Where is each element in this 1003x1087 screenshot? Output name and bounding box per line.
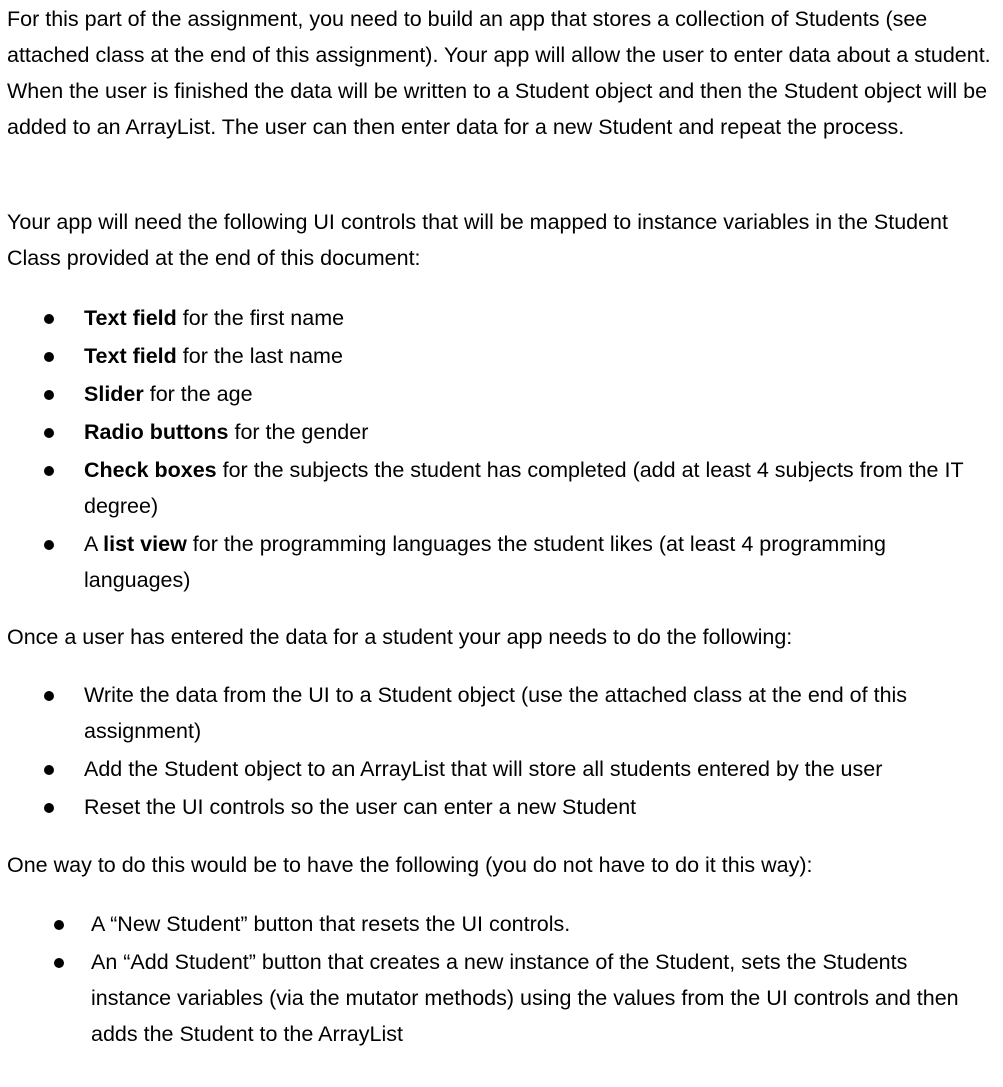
list-item: Text field for the last name <box>7 338 992 374</box>
list-item: Slider for the age <box>7 376 992 412</box>
ui-controls-list <box>7 300 992 600</box>
list-item: A “New Student” button that resets the UI controls. <box>7 906 992 942</box>
buttons-list <box>7 906 992 1054</box>
list-item: Write the data from the UI to a Student object (use the attached class at the end of this assignment) <box>7 677 992 749</box>
steps-list <box>7 677 992 827</box>
controls-intro-paragraph: Your app will need the following UI controls that will be mapped to instance variables in the Student Class provided at the end of this document: <box>7 210 948 270</box>
bullet-icon <box>44 540 54 550</box>
bullet-icon <box>44 390 54 400</box>
bullet-icon <box>44 352 54 362</box>
list-item: Radio buttons for the gender <box>7 414 992 450</box>
bullet-icon <box>44 428 54 438</box>
list-item: Add the Student object to an ArrayList that will store all students entered by the user <box>7 751 992 787</box>
bullet-icon <box>44 691 54 701</box>
bullet-icon <box>44 765 54 775</box>
bullet-icon <box>44 466 54 476</box>
list-item: An “Add Student” button that creates a new instance of the Student, sets the Students instance variables (via the mutator methods) using the values from the UI controls and then adds the Student to the ArrayList <box>7 944 992 1052</box>
list-item: Reset the UI controls so the user can enter a new Student <box>7 789 992 825</box>
intro-paragraph: For this part of the assignment, you need to build an app that stores a collection of Students (see attached class at the end of this assignment). Your app will allow the user to enter data about a student. When the user is finished the data will be written to a Student object and then the Student object will be added to an ArrayList. The user can then enter data for a new Student and repeat the process. <box>7 7 991 139</box>
list-item: Check boxes for the subjects the student has completed (add at least 4 subjects from the IT degree) <box>7 452 992 524</box>
bullet-icon <box>54 958 64 968</box>
bullet-icon <box>44 314 54 324</box>
list-item: A list view for the programming languages the student likes (at least 4 programming languages) <box>7 526 992 598</box>
bullet-icon <box>54 920 64 930</box>
one-way-paragraph: One way to do this would be to have the following (you do not have to do it this way): <box>7 853 813 877</box>
list-item: Text field for the first name <box>7 300 992 336</box>
after-entry-paragraph: Once a user has entered the data for a student your app needs to do the following: <box>7 625 793 649</box>
bullet-icon <box>44 803 54 813</box>
